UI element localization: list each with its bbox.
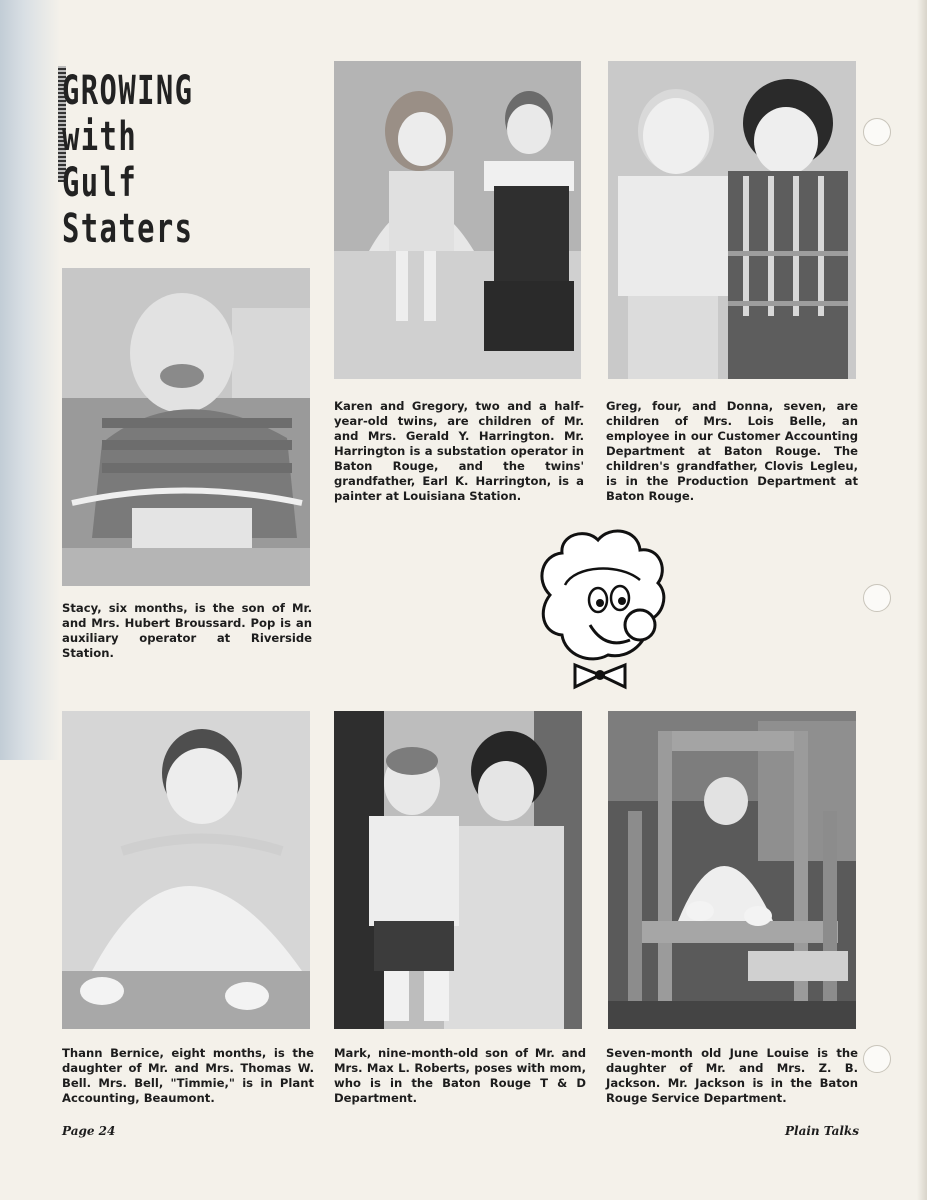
caption-june: Seven-month old June Louise is the daughter of Mr. and Mrs. Z. B. Jackson. Mr. Jackson is in the Baton Rouge Service Department. — [606, 1046, 858, 1105]
photo-thann — [62, 711, 310, 1029]
photo-june — [608, 711, 856, 1029]
caption-greg-donna: Greg, four, and Donna, seven, are children of Mrs. Lois Belle, an employee in our Customer Accounting Department at Baton Rouge. The children's grandfather, Clovis Legleu, is in the Production Department at Baton Rouge. — [606, 399, 858, 503]
caption-mark: Mark, nine-month-old son of Mr. and Mrs. Max L. Roberts, poses with mom, who is in the Baton Rouge T & D Department. — [334, 1046, 586, 1105]
photo-mark — [334, 711, 582, 1029]
caption-thann: Thann Bernice, eight months, is the daughter of Mr. and Mrs. Thomas W. Bell. Mrs. Bell, "Timmie," is in Plant Accounting, Beaumont. — [62, 1046, 314, 1105]
page-edge-stain — [0, 0, 60, 760]
caption-karen-gregory: Karen and Gregory, two and a half-year-old twins, are children of Mr. and Mrs. Gerald Y. Harrington. Mr. Harrington is a substation operator in Baton Rouge, and the twins' grandfather, Earl K. Harrington, is a painter at Louisiana Station. — [334, 399, 584, 503]
page-title-line1: GROWING with — [62, 68, 194, 160]
binder-hole — [863, 1045, 891, 1073]
page-title — [62, 68, 235, 252]
publication-name: Plain Talks — [784, 1124, 859, 1138]
mascot-icon — [530, 525, 670, 690]
binder-hole — [863, 118, 891, 146]
photo-greg-donna — [608, 61, 856, 379]
photo-stacy — [62, 268, 310, 586]
page-title-line2: Gulf Staters — [62, 160, 194, 252]
binder-hole — [863, 584, 891, 612]
page-right-edge — [917, 0, 927, 1200]
caption-stacy: Stacy, six months, is the son of Mr. and Mrs. Hubert Broussard. Pop is an auxiliary operator at Riverside Station. — [62, 601, 312, 660]
page-number: Page 24 — [62, 1124, 116, 1138]
photo-karen-gregory — [334, 61, 581, 379]
